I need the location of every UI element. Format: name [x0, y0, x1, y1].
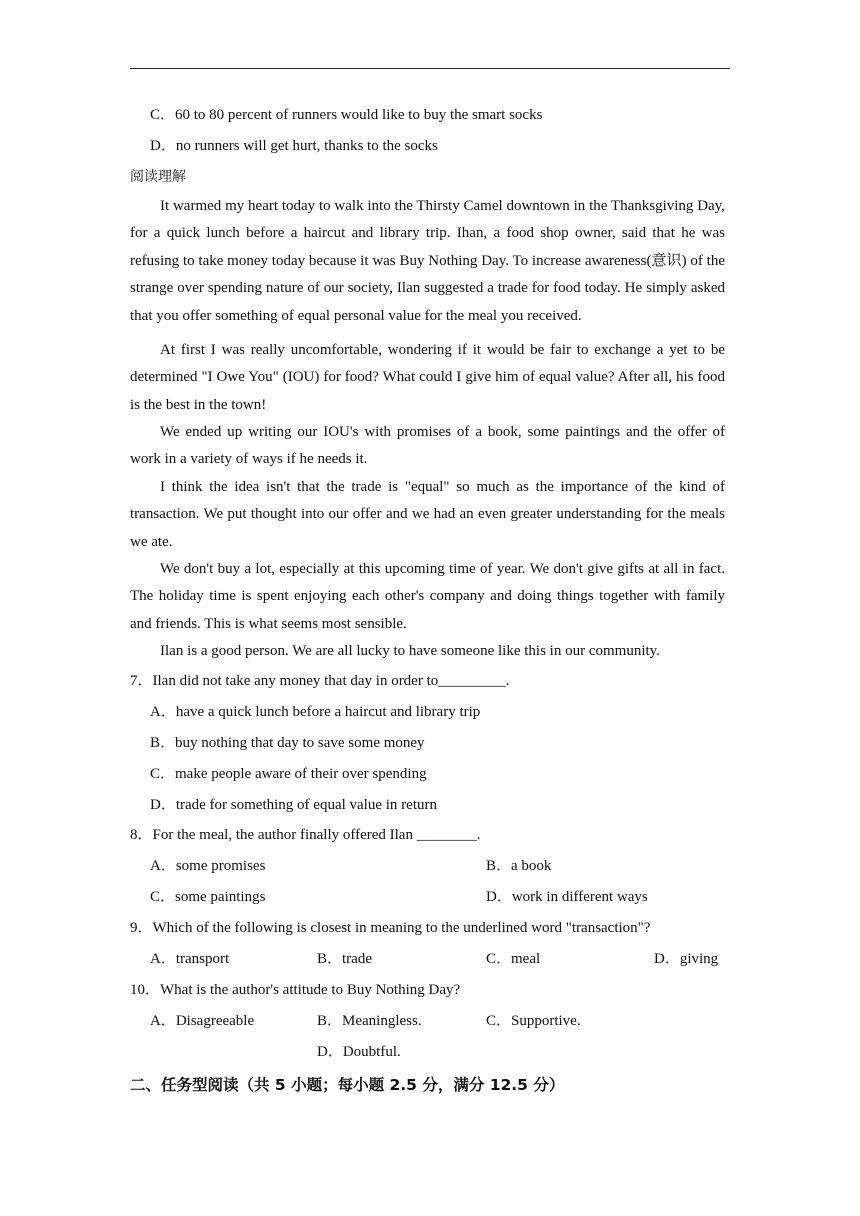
- question-8-option-a: A．some promises: [150, 858, 266, 874]
- passage-paragraph-4: I think the idea isn't that the trade is "equal" so much as the importance of the kind of transaction. We put thought into our offer and we had an even greater understanding for the meals we ate.: [130, 479, 725, 550]
- question-9-option-a: A．transport: [150, 951, 230, 967]
- question-7-option-c: C．make people aware of their over spending: [150, 766, 427, 782]
- question-8-option-c: C．some paintings: [150, 889, 266, 905]
- question-9-stem: 9．Which of the following is closest in meaning to the underlined word "transaction"?: [130, 920, 651, 936]
- section-label: 阅读理解: [130, 169, 186, 185]
- prev-option-c: C．60 to 80 percent of runners would like to buy the smart socks: [150, 107, 543, 123]
- question-9-option-b: B．trade: [317, 951, 372, 967]
- passage-paragraph-1: It warmed my heart today to walk into the Thirsty Camel downtown in the Thanksgiving Day, for a quick lunch before a haircut and library trip. Ihan, a food shop owner, said that he was refusing to take money today because it was Buy Nothing Day. To increase awareness(意识) of the strange over spending nature of our society, Ilan suggested a trade for food today. He simply asked that you offer something of equal personal value for the meal you received.: [130, 198, 725, 324]
- question-8-option-b: B．a book: [486, 858, 552, 874]
- question-9-option-d: D．giving: [654, 951, 719, 967]
- passage-paragraph-2: At first I was really uncomfortable, wondering if it would be fair to exchange a yet to be determined "I Owe You" (IOU) for food? What could I give him of equal value? After all, his food is the best in the town!: [130, 342, 725, 413]
- question-7-option-b: B．buy nothing that day to save some money: [150, 735, 425, 751]
- question-9-option-c: C．meal: [486, 951, 541, 967]
- passage-paragraph-6: Ilan is a good person. We are all lucky to have someone like this in our community.: [160, 643, 660, 659]
- section-heading: 二、任务型阅读（共 5 小题；每小题 2.5 分，满分 12.5 分）: [130, 1076, 565, 1094]
- question-10-option-c: C．Supportive.: [486, 1013, 581, 1029]
- question-8-option-d: D．work in different ways: [486, 889, 648, 905]
- question-10-option-d: D．Doubtful.: [317, 1044, 401, 1060]
- passage-paragraph-3: We ended up writing our IOU's with promises of a book, some paintings and the offer of work in a variety of ways if he needs it.: [130, 424, 725, 468]
- question-10-stem: 10．What is the author's attitude to Buy Nothing Day?: [130, 982, 461, 998]
- passage-paragraph-5: We don't buy a lot, especially at this upcoming time of year. We don't give gifts at all in fact. The holiday time is spent enjoying each other's company and doing things together with family and friends. This is what seems most sensible.: [130, 561, 725, 632]
- question-8-stem: 8．For the meal, the author finally offered Ilan ________.: [130, 827, 481, 843]
- prev-option-d: D．no runners will get hurt, thanks to the socks: [150, 138, 438, 154]
- question-7-option-d: D．trade for something of equal value in return: [150, 797, 437, 813]
- question-10-option-b: B．Meaningless.: [317, 1013, 422, 1029]
- question-10-option-a: A．Disagreeable: [150, 1013, 255, 1029]
- header-rule: [130, 68, 730, 69]
- question-7-stem: 7．Ilan did not take any money that day in order to_________.: [130, 673, 510, 689]
- question-7-option-a: A．have a quick lunch before a haircut and library trip: [150, 704, 481, 720]
